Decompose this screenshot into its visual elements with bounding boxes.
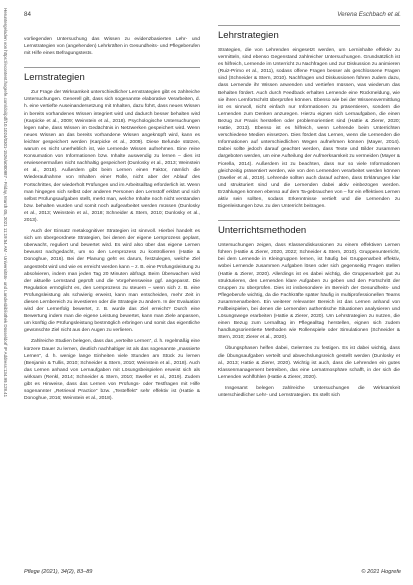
intro-paragraph: vorliegenden Untersuchung das Wissen zu evidenzbasierten Lehr- und Lernstrategien von (angehenden) Lehrkräften in Gesundheits- und Pflegeberufen mit Hilfe eines Befragungstests.	[24, 37, 200, 57]
page-number: 84	[24, 11, 31, 18]
body-paragraph: Zur Frage der Wirksamkeit unterschiedlicher Lernstrategien gibt es zahlreiche Untersuchungen. Generell gilt, dass sich sogenannte elaborative Verarbeiten, d. h. eine vertiefte Auseinandersetzung mit Inhalten, dazu führt, dass neues Wissen in bereits vorhandenes Wissen integriert wird und dadurch besser behalten wird (Karpicke et al., 2009; Weinstein et al., 2018). Psychologische Untersuchungen legen nahe, dass Wissen im Gedächtnis in Netzwerken gespeichert wird. Wenn neues Wissen an das bereits vorhandene Wissen angeknüpft wird, kann es leichter gespeichert werden (Karpicke et al., 2009). Diese Befunde stützen, warum es nicht unerheblich ist, wie Lernende Wissen aufnehmen. Eine reine Konsumation von Informationen bzw. Inhalte auswendig zu lernen – dies ist erwiesenermaßen nicht nachhaltig gespeichert (Dunlosky et al., 2013; Weinstein et al., 2018). Außerdem gibt beim Lernen einen Faktor, nämlich die Wiederaufnahme von Inhalten einer Rolle, nicht aber der Ablauf des Fortschrittes, der wiederholt Prüfungen und im Arbeitsalltag erforderlich ist. Wenn man hingegen sich selbst oder anderen Personen den Lernstoff erklärt und sich selbst Prüfungsaufgaben stellt, merkt man, welche Inhalte noch nicht verstanden bzw. behalten wurden und somit noch aufgearbeitet werden müssen (Dunlosky et al., 2013; Weinstein et al., 2018; Schneider & Stern, 2010; Dunlosky et al., 2013).	[24, 90, 200, 223]
body-paragraph: Auch der Einsatz metakognitiver Strategien ist sinnvoll. Hierbei handelt es sich um übergeordnete Strategien, bei denen der eigene Lernprozess geplant, überwacht, reguliert und bewertet wird. Es wird also über das eigene Lernen bewusst nachgedacht, um so den Lernprozess zu kontrollieren (Hattie & Donoghue, 2016). Bei der Planung geht es darum, festzulegen, welche Ziel angestrebt wird und wie es erreicht werden kann – z. B. eine Prüfungsleistung zu absolvieren, indem man jeden Tag 20 Minuten abfragt. Beim Überwachen wird der aktuelle Lernstand geprüft und die Vorgehensweise ggf. angepasst. Die Regulation ermöglicht es, den Lernprozess zu steuern – wenn sich z. B. eine Prüfungsleistung als schwierig erweist, kann man entscheiden, mehr Zeit in diesen Lernbereich zu investieren oder die Strategie zu ändern. In der Evaluation wird der Lernerfolg bewertet, z. B. wurde das Ziel erreicht? Durch eine Bewertung indem man die eigene Leistung bewertet, kann man Ziele anpassen, um künftig die Prüfungsleistung bestmöglich erbringen und somit das eigentliche gewünschte Ziel nicht aus den Augen zu verlieren.	[24, 229, 200, 334]
right-column	[218, 25, 400, 403]
copyright-notice: © 2021 Hogrefe	[361, 569, 401, 575]
running-title: Verena Eschbach et al.	[337, 11, 401, 18]
left-column	[24, 36, 200, 406]
journal-citation: Pflege (2021), 34(2), 83–89	[24, 569, 93, 575]
section-title-unterrichtsmethoden: Unterrichtsmethoden	[218, 220, 400, 236]
download-side-note-text: Heruntergeladen von https://econtent.hogrefe.com/doi/pdf/10.1024/0301-1526/a000987 - Friday, March 05, 2021 11:19:54 AM - Universitäts- und Landesbibliothek Düsseldorf IP Address:134.99.128.41	[3, 8, 8, 398]
section-title-lehrstrategien: Lehrstrategien	[218, 25, 400, 41]
body-paragraph: Strategien, die von Lehrenden eingesetzt werden, um Lerninhalte effektiv zu vermitteln, sind ebenso Gegenstand zahlreicher Untersuchungen. Grundsätzlich ist es hilfreich, Lernende im Unterricht zu Nachfragen und zur Diskussion zu animieren (Ruiz-Primo et al., 2011), sodass offene Fragen besser als geschlossene Fragen sind (Schneider & Stern, 2010). Nachfragen und Diskussionen führen zudem dazu, dass Lernende ihr Wissen anwenden und vertiefen müssen, was wiederum das Behalten fördert. Auch durch Feedback erhalten Lernende eine Rückmeldung, wie sie ihren Lernfortschritt überprüfen können. Ebenso wie bei der Wissensvermittlung ist es sinnvoll, nicht einfach nur Informationen zu präsentieren, sondern die Lernenden zum Denken anzuregen. Hierzu eignen sich Lernaufgaben, die einen Bezug zur Praxis herstellen oder problemorientiert sind (Hattie & Zierer, 2020; Hattie, 2013). Ebenso ist es hilfreich, wenn Lehrende beim Unterrichten verschiedene Medien einsetzen. Dies fördert das Lernen, wenn die Lernenden die Informationen auf unterschiedlichen Wegen aufnehmen können (Mayer, 2014). Dabei sollte jedoch darauf geachtet werden, dass Texte und Bilder zusammen dargeboten werden, um eine Aufteilung der Aufmerksamkeit zu vermeiden (Mayer & Fiorella, 2014). Außerdem ist zu beachten, dass nur so viele Informationen gleichzeitig präsentiert werden, wie von den Lernenden verarbeitet werden können (Sweller et al., 2019). Lehrende sollten auch darauf achten, dass Erklärungen klar und strukturiert sind und die Lernenden dabei aktiv einbezogen werden. Erzählungen können ebenso auf dem Ta-gebrauchen von – für ein effektives Lernen aktiv sein sollten, sodass Erkenntnisse vertieft und die Lernenden zu Eigenleistungen bzw. zu den Unterricht beitragen.	[218, 48, 400, 210]
body-paragraph: Insgesamt belegen zahlreiche Untersuchungen die Wirksamkeit unterschiedlicher Lehr- und Lernstrategien. Es stellt sich	[218, 385, 400, 399]
section-title-lernstrategien: Lernstrategien	[24, 67, 200, 83]
body-paragraph: Zahlreiche Studien belegen, dass das „verteilte Lernen“, d. h. regelmäßig eine kürzere Dauer zu lernen, deutlich nachhaltiger ist als das sogenannte „massierte Lernen“, d. h. wenige lange Einheiten viele Stunden am Stück zu lernen (Benjamin & Tullis, 2010; Schneider & Stern, 2010; Weinstein et al., 2018). Auch das Lernen anhand von Lernaufgaben mit Lösungsbeispielen erweist sich als wirksam (Renkl, 2014; Schneider & Stern, 2010; Sweller et al., 2019). Zudem gibt es Hinweise, dass das Lernen von Prüfungs- oder Testfragen mit Hilfe sogenannter „Retrieval Practice“ bzw. „Testeffekt“ sehr effektiv ist (Hattie & Donoghue, 2016; Weinstein et al., 2018).	[24, 339, 200, 402]
download-side-note	[1, 8, 10, 578]
body-paragraph: Untersuchungen zeigen, dass Klassendiskussionen zu einem effektiven Lernen führen (Hattie & Zierer, 2020, 2022; Schneider & Stern, 2010). Gruppenunterricht, bei dem Lernende in Kleingruppen lernen, ist häufig bei Gruppenarbeit effektiv, wobei Lernende zusammen Aufgaben lösen oder sich gegenseitig Fragen stellen (Hattie & Zierer, 2020). Allerdings ist es dabei wichtig, die Gruppenarbeit gut zu strukturieren, den Lernenden klare Aufgaben zu geben und den Fortschritt der Gruppen zu überprüfen. Dies ist insbesondere im Bereich der Gesundheits- und Pflegeberufe wichtig, da die Fachkräfte später häufig in multiprofessionellen Teams zusammenarbeiten. Ein weiterer relevanter Bereich ist das Lernen anhand von Fallbeispielen, bei denen die Lernenden authentische Situationen analysieren und Lösungswege erarbeiten (Hattie & Zierer, 2020). Um Lehrstrategien zu nutzen, die einen Bezug zum Lernalltag im Pflegealltag herstellen, eignen sich zudem handlungsorientierte Methoden wie Rollenspiele oder Simulationen (Schneider & Stern, 2010; Zierer et al., 2020).	[218, 243, 400, 341]
body-paragraph: Übungsphasen helfen dabei, Gelerntes zu festigen. Es ist dabei wichtig, dass die Übungsaufgaben verteilt und abwechslungsreich gestellt werden (Dunlosky et al., 2013; Hattie & Zierer, 2020). Wichtig ist auch, dass die Lehrenden ein gutes Klassenmanagement betreiben, das eine Lernatmosphäre schafft, in der sich die Lernenden wohlfühlen (Hattie & Zierer, 2020).	[218, 346, 400, 380]
